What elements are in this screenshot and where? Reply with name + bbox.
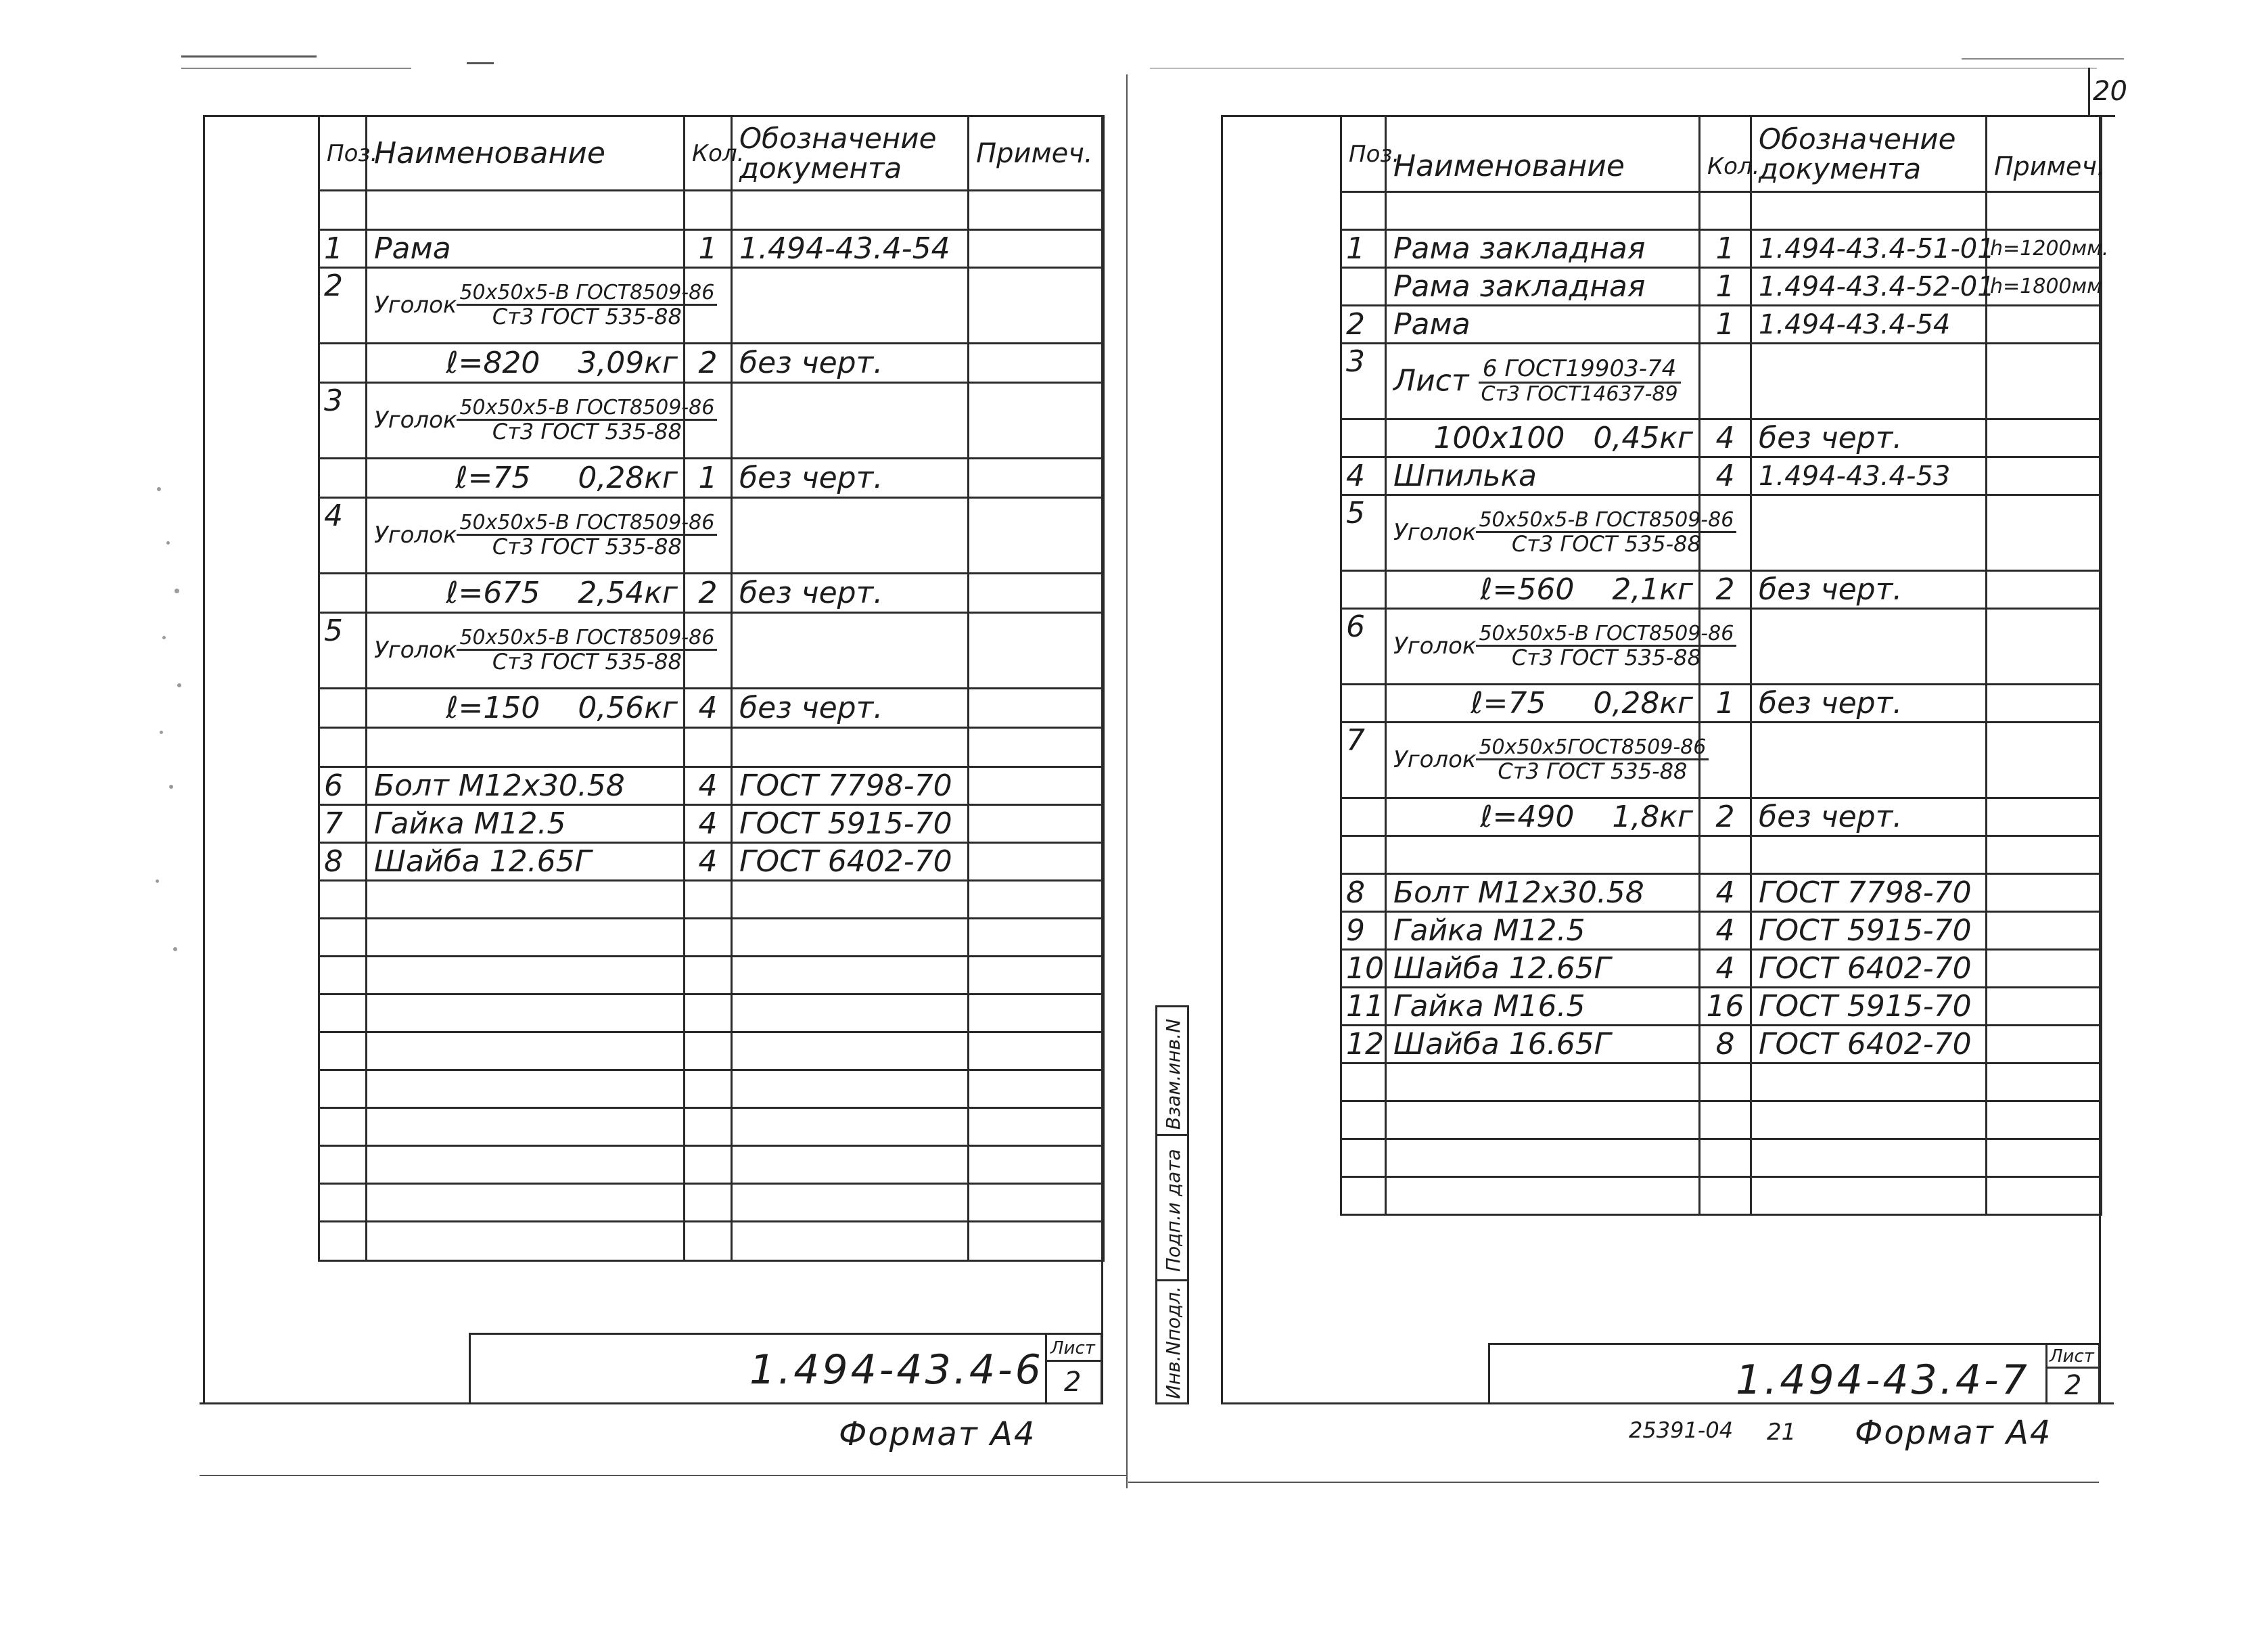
table-row: 12 Шайба 16.65Г 8 ГОСТ 6402-70 — [1341, 1026, 2102, 1063]
header-name: Наименование — [367, 116, 685, 191]
table-row: 1 Рама закладная 1 1.494-43.4-51-01 h=1200мм. — [1341, 230, 2102, 268]
table-row: ℓ=675 2,54кг 2 без черт. — [319, 574, 1104, 613]
table-row: 11 Гайка М16.5 16 ГОСТ 5915-70 — [1341, 988, 2102, 1026]
table-row: 6 Болт М12х30.58 4 ГОСТ 7798-70 — [319, 767, 1104, 805]
scan-artifact-top-left-3 — [467, 62, 494, 64]
table-row: 8 Болт М12х30.58 4 ГОСТ 7798-70 — [1341, 874, 2102, 912]
left-sheet-number-divider — [1045, 1360, 1103, 1362]
table-row: 4 Шпилька 4 1.494-43.4-53 — [1341, 457, 2102, 495]
table-row: 2 Рама 1 1.494-43.4-54 — [1341, 306, 2102, 344]
bottom-page-number: 21 — [1767, 1419, 1797, 1446]
right-spec-table — [1340, 115, 2109, 1216]
header-note: Примеч. — [969, 116, 1104, 191]
right-sheet-number-divider — [2045, 1367, 2100, 1369]
scan-speck — [156, 879, 159, 883]
left-doc-code: 1.494-43.4-6 — [749, 1346, 1044, 1394]
table-row: 3 Уголок $\frac{\text{50х50х5-В ГОСТ8509-86}}{\text{Ст3 ГОСТ 535-88}}$ — [319, 383, 1104, 459]
scan-speck — [175, 589, 179, 593]
table-row: 5 Уголок $\frac{\text{50х50х5-В ГОСТ8509-86}}{\text{Ст3 ГОСТ 535-88}}$ — [319, 613, 1104, 689]
scan-artifact-top-left-2 — [181, 68, 411, 69]
right-doc-code: 1.494-43.4-7 — [1736, 1356, 2030, 1404]
right-sheet-label: Лист — [2050, 1346, 2094, 1367]
scan-speck — [162, 636, 166, 639]
header-doc: Обозначение документа — [732, 116, 969, 191]
scan-speck — [157, 487, 161, 491]
table-row: 6 Уголок $\frac{\text{50х50х5-В ГОСТ8509-86}}{\text{Ст3 ГОСТ 535-88}}$ — [1341, 609, 2102, 685]
left-page-bottom-line — [200, 1475, 1128, 1476]
table-row: 5 Уголок $\frac{\text{50х50х5-В ГОСТ8509-86}}{\text{Ст3 ГОСТ 535-88}}$ — [1341, 495, 2102, 571]
table-row: 7 Уголок $\frac{\text{50х50х5ГОСТ8509-86}}{\text{Ст3 ГОСТ 535-88}}$ — [1341, 723, 2102, 798]
header-qty: Кол. — [685, 116, 732, 191]
right-format: Формат А4 — [1855, 1414, 2052, 1452]
table-row: ℓ=820 3,09кг 2 без черт. — [319, 344, 1104, 383]
table-row: 7 Гайка М12.5 4 ГОСТ 5915-70 — [319, 805, 1104, 843]
table-row: ℓ=150 0,56кг 4 без черт. — [319, 689, 1104, 728]
corner-page-number: 20 — [2093, 76, 2127, 107]
left-sheet-label: Лист — [1050, 1338, 1095, 1358]
scan-artifact-top-right-2 — [1150, 68, 2097, 69]
header-doc: Обозначение документа — [1751, 116, 1987, 192]
scan-artifact-top-left — [181, 55, 317, 58]
page-divider — [1126, 74, 1128, 1488]
table-row: 8 Шайба 12.65Г 4 ГОСТ 6402-70 — [319, 843, 1104, 881]
stamp-sign-date: Подп.и дата — [1162, 1149, 1184, 1272]
table-row: 10 Шайба 12.65Г 4 ГОСТ 6402-70 — [1341, 950, 2102, 988]
table-row: 100х100 0,45кг 4 без черт. — [1341, 419, 2102, 457]
left-sheet-left-border — [203, 115, 205, 1404]
table-row: 2 Уголок $\frac{\text{50х50х5-В ГОСТ8509-86}}{\text{Ст3 ГОСТ 535-88}}$ — [319, 268, 1104, 344]
stamp-inv-no: Инв.Nподл. — [1162, 1285, 1184, 1399]
scan-speck — [169, 785, 173, 789]
header-note: Примеч. — [1987, 116, 2102, 192]
left-format: Формат А4 — [839, 1415, 1036, 1453]
header-pos: Поз. — [319, 116, 367, 191]
scan-speck — [177, 683, 181, 687]
table-row: 4 Уголок $\frac{\text{50х50х5-В ГОСТ8509-86}}{\text{Ст3 ГОСТ 535-88}}$ — [319, 498, 1104, 574]
table-row: ℓ=75 0,28кг 1 без черт. — [1341, 685, 2102, 723]
left-sheet-number: 2 — [1064, 1367, 1082, 1398]
table-row: ℓ=75 0,28кг 1 без черт. — [319, 459, 1104, 498]
left-spec-table — [318, 115, 1105, 1262]
table-row: ℓ=490 1,8кг 2 без черт. — [1341, 798, 2102, 836]
header-qty: Кол. — [1700, 116, 1751, 192]
right-page-edge — [2088, 68, 2090, 115]
right-sheet-left-border — [1221, 115, 1223, 1404]
scan-speck — [173, 947, 177, 951]
scan-artifact-top-right — [1962, 58, 2124, 60]
header-pos: Поз. — [1341, 116, 1386, 192]
header-name: Наименование — [1386, 116, 1700, 192]
scan-speck — [166, 541, 170, 545]
scan-speck — [160, 731, 163, 734]
table-row: 9 Гайка М12.5 4 ГОСТ 5915-70 — [1341, 912, 2102, 950]
right-sheet-number: 2 — [2064, 1370, 2082, 1401]
right-page-bottom-line — [1128, 1482, 2099, 1483]
table-row: 3 Лист $\frac{\text{6 ГОСТ19903-74}}{\text{Ст3 ГОСТ14637-89}}$ — [1341, 344, 2102, 419]
stamp-replace-inv: Взам.инв.N — [1162, 1018, 1184, 1130]
table-row: ℓ=560 2,1кг 2 без черт. — [1341, 571, 2102, 609]
table-row: Рама закладная 1 1.494-43.4-52-01 h=1800мм — [1341, 268, 2102, 306]
bottom-note: 25391-04 — [1629, 1417, 1734, 1443]
table-row: 1 Рама 1 1.494-43.4-54 — [319, 230, 1104, 268]
